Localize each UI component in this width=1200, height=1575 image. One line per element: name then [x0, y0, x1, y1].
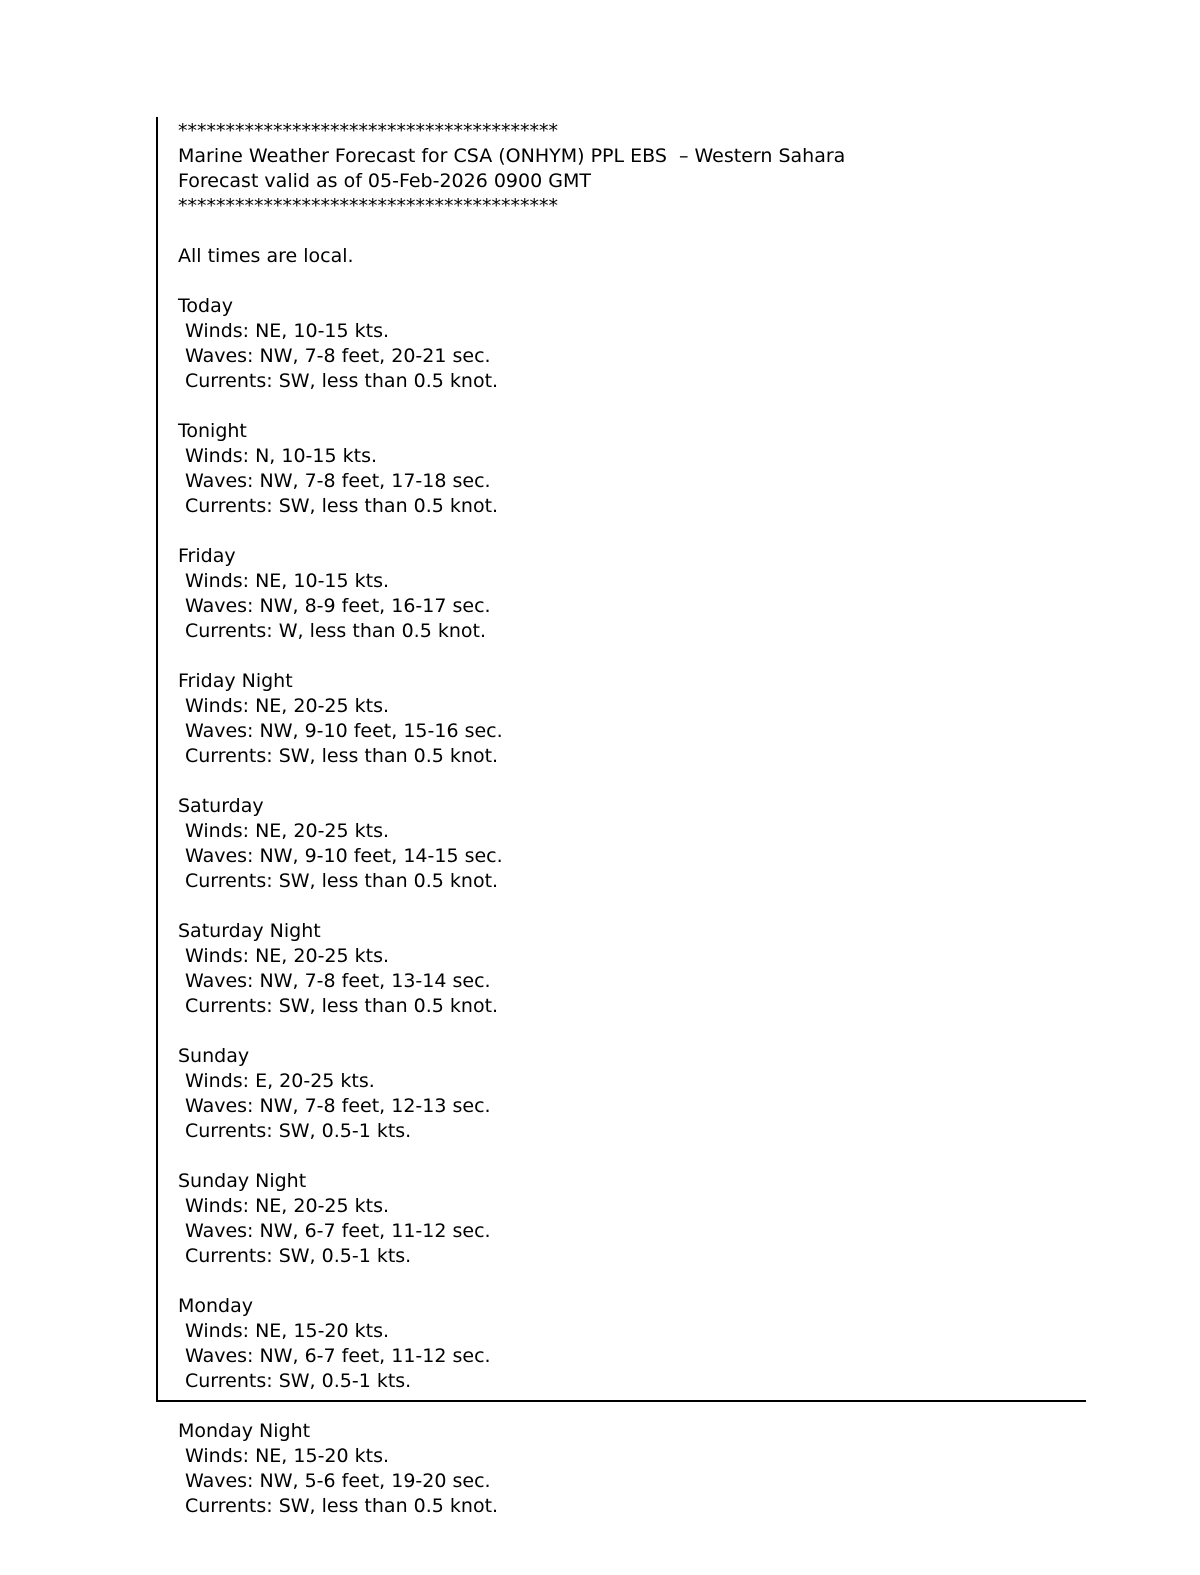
- winds-line: Winds: NE, 15-20 kts.: [185, 1320, 390, 1342]
- waves-line: Waves: NW, 9-10 feet, 14-15 sec.: [185, 845, 503, 867]
- waves-line: Waves: NW, 7-8 feet, 13-14 sec.: [185, 970, 491, 992]
- section-day-label: Tonight: [178, 420, 247, 442]
- forecast-valid-line: Forecast valid as of 05-Feb-2026 0900 GMT: [178, 170, 591, 192]
- section-day-label: Saturday Night: [178, 920, 321, 942]
- waves-line: Waves: NW, 8-9 feet, 16-17 sec.: [185, 595, 491, 617]
- winds-line: Winds: NE, 10-15 kts.: [185, 320, 390, 342]
- stars-divider-bottom: ****************************************: [178, 195, 558, 217]
- forecast-section: [178, 1419, 845, 1519]
- forecast-section: [178, 669, 845, 769]
- forecast-section: [178, 419, 845, 519]
- forecast-section: [178, 1169, 845, 1269]
- section-day-label: Monday Night: [178, 1420, 311, 1442]
- section-day-label: Sunday: [178, 1045, 250, 1067]
- waves-line: Waves: NW, 6-7 feet, 11-12 sec.: [185, 1345, 491, 1367]
- forecast-section: [178, 1294, 845, 1394]
- currents-line: Currents: SW, less than 0.5 knot.: [185, 370, 499, 392]
- currents-line: Currents: W, less than 0.5 knot.: [185, 620, 487, 642]
- section-day-label: Sunday Night: [178, 1170, 307, 1192]
- winds-line: Winds: NE, 20-25 kts.: [185, 695, 390, 717]
- currents-line: Currents: SW, less than 0.5 knot.: [185, 995, 499, 1017]
- currents-line: Currents: SW, less than 0.5 knot.: [185, 745, 499, 767]
- forecast-sections: [178, 294, 845, 1394]
- section-day-label: Friday Night: [178, 670, 293, 692]
- section-day-label: Friday: [178, 545, 236, 567]
- forecast-section: [178, 919, 845, 1019]
- currents-line: Currents: SW, 0.5-1 kts.: [185, 1120, 412, 1142]
- waves-line: Waves: NW, 7-8 feet, 20-21 sec.: [185, 345, 491, 367]
- forecast-section: [178, 294, 845, 394]
- forecast-section: [178, 1044, 845, 1144]
- currents-line: Currents: SW, 0.5-1 kts.: [185, 1245, 412, 1267]
- document-title: Marine Weather Forecast for CSA (ONHYM) PPL EBS – Western Sahara: [178, 145, 846, 167]
- blank-line: [178, 219, 845, 244]
- winds-line: Winds: NE, 20-25 kts.: [185, 945, 390, 967]
- winds-line: Winds: NE, 20-25 kts.: [185, 820, 390, 842]
- winds-line: Winds: NE, 20-25 kts.: [185, 1195, 390, 1217]
- winds-line: Winds: E, 20-25 kts.: [185, 1070, 375, 1092]
- waves-line: Waves: NW, 5-6 feet, 19-20 sec.: [185, 1470, 491, 1492]
- currents-line: Currents: SW, less than 0.5 knot.: [185, 870, 499, 892]
- waves-line: Waves: NW, 7-8 feet, 12-13 sec.: [185, 1095, 491, 1117]
- currents-line: Currents: SW, less than 0.5 knot.: [185, 1495, 499, 1517]
- winds-line: Winds: NE, 10-15 kts.: [185, 570, 390, 592]
- forecast-section: [178, 544, 845, 644]
- waves-line: Waves: NW, 7-8 feet, 17-18 sec.: [185, 470, 491, 492]
- winds-line: Winds: N, 10-15 kts.: [185, 445, 378, 467]
- winds-line: Winds: NE, 15-20 kts.: [185, 1445, 390, 1467]
- stars-divider-top: ****************************************: [178, 120, 558, 142]
- section-day-label: Saturday: [178, 795, 264, 817]
- forecast-section: [178, 794, 845, 894]
- section-day-label: Today: [178, 295, 233, 317]
- section-day-label: Monday: [178, 1295, 254, 1317]
- times-note: All times are local.: [178, 245, 354, 267]
- document-content: [178, 119, 845, 1519]
- waves-line: Waves: NW, 9-10 feet, 15-16 sec.: [185, 720, 503, 742]
- waves-line: Waves: NW, 6-7 feet, 11-12 sec.: [185, 1220, 491, 1242]
- currents-line: Currents: SW, less than 0.5 knot.: [185, 495, 499, 517]
- currents-line: Currents: SW, 0.5-1 kts.: [185, 1370, 412, 1392]
- forecast-sections-continued: [178, 1419, 845, 1519]
